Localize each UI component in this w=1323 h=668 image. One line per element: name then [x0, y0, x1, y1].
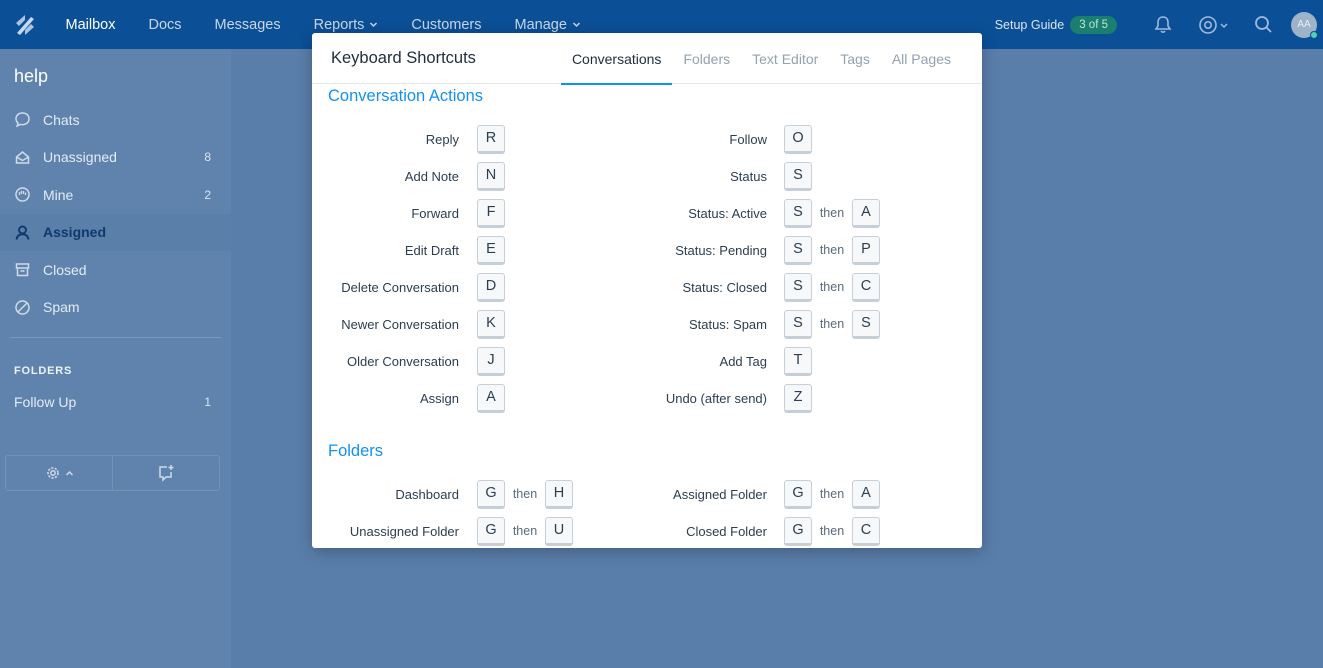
key-cap: S — [852, 310, 880, 339]
sidebar-item-mine[interactable] — [0, 176, 231, 214]
key-cap: G — [477, 480, 505, 509]
then-separator: then — [819, 487, 845, 501]
shortcut-label: Newer Conversation — [341, 316, 459, 332]
then-separator: then — [819, 524, 845, 538]
shortcut-row — [312, 346, 982, 376]
shortcut-keys — [784, 383, 812, 413]
shortcut-keys — [784, 235, 880, 265]
sidebar-item-label: Chats — [43, 111, 80, 128]
key-cap: F — [477, 199, 505, 228]
user-avatar[interactable] — [1291, 12, 1317, 38]
shortcut-label: Status: Pending — [675, 242, 767, 258]
key-cap: R — [477, 125, 505, 154]
shortcut-keys — [784, 479, 880, 509]
setup-guide-label: Setup Guide — [994, 17, 1065, 32]
then-separator: then — [512, 487, 538, 501]
nav-item-messages[interactable] — [198, 0, 297, 49]
key-cap: S — [784, 273, 812, 302]
then-separator: then — [819, 317, 845, 331]
chevron-down-icon — [572, 20, 581, 29]
key-cap: E — [477, 236, 505, 265]
modal-tabs — [561, 33, 962, 84]
key-cap: N — [477, 162, 505, 191]
key-cap: P — [852, 236, 880, 265]
shortcut-label: Older Conversation — [347, 353, 459, 369]
shortcut-row — [312, 479, 982, 509]
tab-text-editor[interactable]: Text Editor — [752, 50, 819, 67]
nav-item-label: Customers — [411, 16, 482, 33]
shortcut-label: Add Note — [404, 168, 459, 184]
nav-item-label: Mailbox — [65, 16, 116, 33]
nav-item-label: Messages — [214, 16, 281, 33]
key-cap: G — [477, 517, 505, 546]
status-menu-icon[interactable] — [1187, 0, 1239, 49]
keyboard-shortcuts-modal — [312, 33, 982, 548]
key-cap: S — [784, 310, 812, 339]
sidebar-folder-label: Follow Up — [14, 393, 77, 410]
shortcut-label: Unassigned Folder — [349, 523, 459, 539]
shortcut-label: Assign — [419, 390, 459, 406]
key-cap: S — [784, 236, 812, 265]
folders-heading: FOLDERS — [14, 365, 73, 377]
then-separator: then — [819, 280, 845, 294]
sidebar-item-closed[interactable] — [0, 251, 231, 289]
online-status-dot — [1310, 31, 1318, 39]
shortcut-row — [312, 272, 982, 302]
key-cap: C — [852, 273, 880, 302]
nav-item-label: Docs — [148, 16, 182, 33]
shortcut-label: Status — [730, 168, 767, 184]
shortcut-keys — [784, 198, 880, 228]
shortcut-row — [312, 161, 982, 191]
sidebar-folders — [0, 383, 231, 421]
shortcut-label: Undo (after send) — [665, 390, 767, 406]
shortcut-label: Closed Folder — [686, 523, 767, 539]
key-cap: J — [477, 347, 505, 376]
mailbox-settings-button[interactable] — [6, 456, 112, 490]
shortcut-keys — [784, 272, 880, 302]
new-conversation-icon — [157, 464, 175, 482]
shortcut-label: Edit Draft — [404, 242, 459, 258]
person-icon — [14, 224, 31, 241]
sidebar-footer — [5, 455, 220, 491]
key-cap: K — [477, 310, 505, 339]
hand-icon — [14, 186, 31, 203]
key-cap: S — [784, 162, 812, 191]
setup-progress-badge: 3 of 5 — [1070, 16, 1117, 34]
shortcut-keys — [784, 309, 880, 339]
tab-all-pages[interactable]: All Pages — [891, 50, 951, 67]
spam-icon — [14, 299, 31, 316]
tab-folders[interactable]: Folders — [683, 50, 731, 67]
section-title-folders: Folders — [328, 442, 384, 460]
notifications-bell-icon[interactable] — [1139, 0, 1187, 49]
then-separator: then — [819, 206, 845, 220]
nav-right — [995, 0, 1323, 49]
shortcut-row — [312, 198, 982, 228]
key-cap: G — [784, 517, 812, 546]
sidebar-item-label: Mine — [43, 186, 74, 203]
shortcut-row — [312, 516, 982, 546]
shortcut-row — [312, 124, 982, 154]
shortcut-label: Dashboard — [395, 486, 459, 502]
key-cap: A — [852, 199, 880, 228]
modal-title: Keyboard Shortcuts — [331, 48, 476, 67]
nav-item-label: Reports — [313, 16, 365, 33]
shortcut-label: Reply — [425, 131, 459, 147]
key-cap: S — [784, 199, 812, 228]
chevron-up-icon — [65, 469, 74, 478]
sidebar-item-assigned[interactable] — [0, 214, 231, 252]
tab-conversations[interactable]: Conversations — [561, 33, 673, 84]
sidebar-item-label: Closed — [43, 261, 87, 278]
nav-item-label: Manage — [514, 16, 567, 33]
shortcut-row — [312, 235, 982, 265]
key-cap: T — [784, 347, 812, 376]
new-conversation-button[interactable] — [112, 456, 219, 490]
archive-icon — [14, 261, 31, 278]
gear-icon — [45, 465, 61, 481]
mailbox-name[interactable]: help — [14, 66, 49, 86]
section-title-conversation-actions: Conversation Actions — [328, 87, 484, 105]
avatar-initials: AA — [1297, 19, 1311, 30]
shortcut-row — [312, 309, 982, 339]
search-icon[interactable] — [1239, 0, 1287, 49]
tab-tags[interactable]: Tags — [840, 50, 870, 67]
key-cap: U — [545, 517, 573, 546]
nav-item-mailbox[interactable] — [49, 0, 132, 49]
key-cap: G — [784, 480, 812, 509]
modal-header — [312, 33, 982, 84]
shortcut-keys — [784, 161, 812, 191]
helpscout-logo-icon[interactable] — [0, 0, 49, 49]
shortcut-label: Assigned Folder — [673, 486, 767, 502]
sidebar-item-label: Spam — [43, 299, 80, 316]
setup-guide-link[interactable] — [995, 16, 1117, 34]
then-separator: then — [819, 243, 845, 257]
nav-item-docs[interactable] — [132, 0, 198, 49]
sidebar-item-spam[interactable] — [0, 289, 231, 327]
shortcut-label: Status: Spam — [688, 316, 767, 332]
key-cap: A — [852, 480, 880, 509]
key-cap: C — [852, 517, 880, 546]
shortcut-keys — [784, 346, 812, 376]
shortcut-label: Status: Closed — [682, 279, 767, 295]
sidebar-items — [0, 101, 231, 326]
shortcut-label: Follow — [729, 131, 767, 147]
key-cap: Z — [784, 384, 812, 413]
shortcut-row — [312, 383, 982, 413]
shortcut-label: Add Tag — [719, 353, 767, 369]
shortcut-keys — [784, 516, 880, 546]
sidebar — [0, 49, 231, 668]
shortcut-label: Forward — [411, 205, 459, 221]
sidebar-item-chats[interactable] — [0, 101, 231, 139]
shortcut-keys — [784, 124, 812, 154]
sidebar-item-label: Assigned — [43, 224, 107, 241]
inbox-icon — [14, 149, 31, 166]
chat-icon — [14, 111, 31, 128]
key-cap: A — [477, 384, 505, 413]
sidebar-item-unassigned[interactable] — [0, 139, 231, 177]
shortcut-label: Status: Active — [688, 205, 767, 221]
key-cap: O — [784, 125, 812, 154]
sidebar-item-count: 2 — [204, 187, 211, 202]
sidebar-folder-count: 1 — [204, 394, 211, 409]
then-separator: then — [512, 524, 538, 538]
key-cap: D — [477, 273, 505, 302]
key-cap: H — [545, 480, 573, 509]
sidebar-item-label: Unassigned — [43, 149, 117, 166]
sidebar-folder-follow-up[interactable] — [0, 383, 231, 421]
shortcut-label: Delete Conversation — [341, 279, 459, 295]
sidebar-item-count: 8 — [204, 150, 211, 165]
chevron-down-icon — [369, 20, 378, 29]
